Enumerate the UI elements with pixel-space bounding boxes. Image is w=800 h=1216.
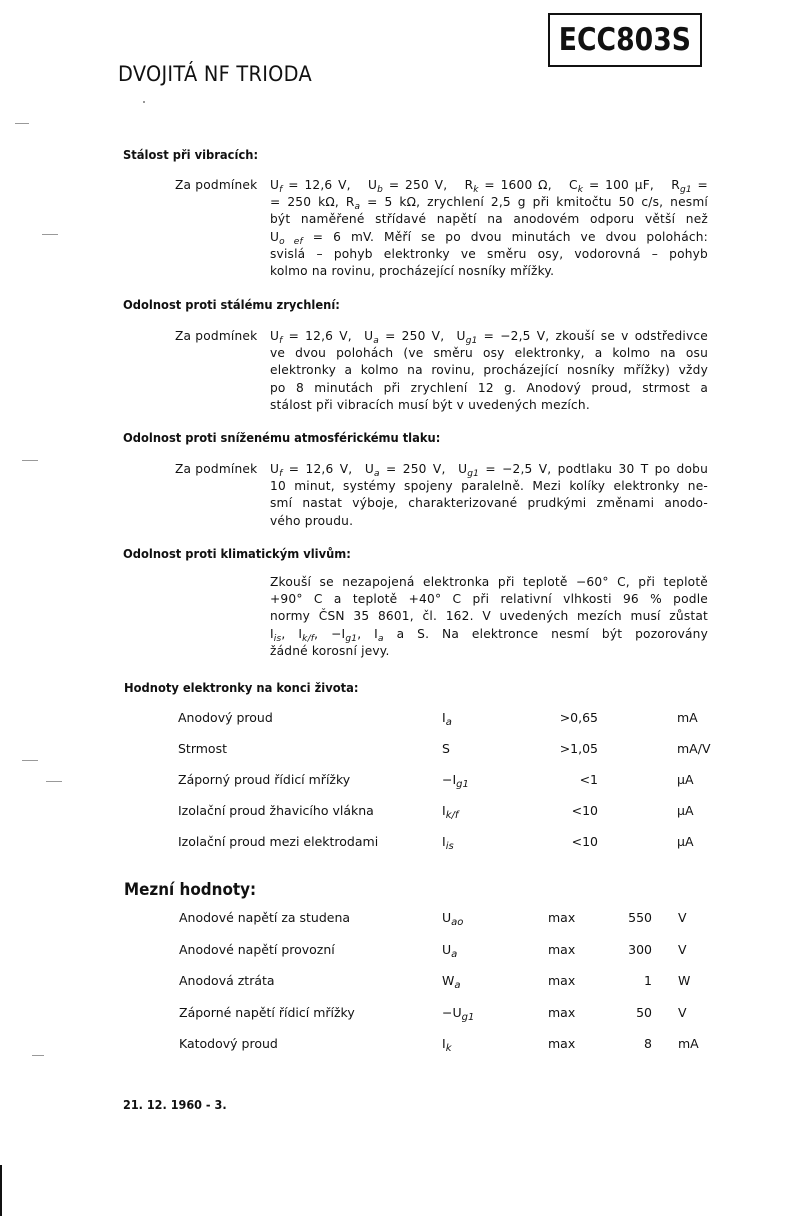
paragraph-vibration <box>175 177 708 280</box>
cell-name: Anodový proud <box>178 710 273 725</box>
cell-qualifier: max <box>548 1004 576 1020</box>
paragraph-line: $U_f = 12,6$ V, $U_a = 250$ V, $U_{g1} = -2,5$ V, podtlaku 30 T po dobu <box>270 462 708 479</box>
heading-vibration: Stálost při vibracích: <box>123 147 259 162</box>
cell-value: 1 <box>644 973 652 988</box>
cell-value: >0,65 <box>559 710 598 725</box>
margin-mark <box>42 234 58 235</box>
cell-name: Anodová ztráta <box>179 973 275 988</box>
cell-name: Záporné napětí řídicí mřížky <box>179 1004 355 1020</box>
cell-value: >1,05 <box>559 741 598 756</box>
paragraph-body <box>270 177 708 280</box>
cell-symbol: $U_{ao}$ <box>442 910 464 928</box>
paragraph-line: po 8 minutách při zrychlení 12 g. Anodový proud, strmost a <box>270 380 708 395</box>
paragraph-line: 10 minut, systémy spojeny paralelně. Mezi kolíky elektronky ne- <box>270 479 708 494</box>
cell-unit: μA <box>677 772 694 787</box>
cell-unit: mA/V <box>677 741 711 756</box>
cell-unit: μA <box>677 803 694 818</box>
cell-name: Izolační proud mezi elektrodami <box>178 834 379 849</box>
paragraph-line: $U_f = 12,6$ V, $U_b = 250$ V, $R_k = 1600$ Ω, $C_k = 100$ μF, $R_{g1}$ = <box>270 178 708 195</box>
cell-value: <1 <box>579 772 598 787</box>
cell-symbol: $W_a$ <box>442 973 461 991</box>
cell-name: Strmost <box>178 741 227 756</box>
paragraph-lead: Za podmínek <box>175 178 258 192</box>
cell-name: Izolační proud žhavicího vlákna <box>178 803 374 818</box>
cell-unit: V <box>678 910 687 925</box>
paragraph-body <box>270 328 708 414</box>
table-row <box>0 910 800 930</box>
cell-unit: mA <box>678 1036 699 1051</box>
table-row <box>0 803 800 823</box>
cell-unit: V <box>678 1004 687 1020</box>
table-row <box>0 710 800 730</box>
cell-symbol: $-I_{g1}$ <box>442 772 469 790</box>
cell-qualifier: max <box>548 1036 576 1051</box>
paragraph-lead: Za podmínek <box>175 462 258 476</box>
cell-symbol: S <box>442 741 450 756</box>
paragraph-body <box>270 574 708 660</box>
document-date: 21. 12. 1960 - 3. <box>123 1097 227 1112</box>
table-row <box>0 973 800 993</box>
table-row <box>0 942 800 962</box>
margin-mark <box>22 460 38 461</box>
paragraph-body <box>270 461 708 530</box>
paragraph-climate <box>270 574 708 660</box>
heading-acceleration: Odolnost proti stálému zrychlení: <box>123 297 340 312</box>
cell-qualifier: max <box>548 910 576 925</box>
document-title: DVOJITÁ NF TRIODA <box>118 62 312 86</box>
heading-end-of-life: Hodnoty elektronky na konci života: <box>124 680 359 695</box>
cell-value: 8 <box>644 1036 652 1051</box>
paragraph-line: $I_{is}$, $I_{k/f}$, $-I_{g1}$, $I_a$ a S. Na elektronce nesmí být pozorovány <box>270 626 708 644</box>
paragraph-line: stálost při vibracích musí být v uvedených mezích. <box>270 397 590 412</box>
cell-symbol: $U_a$ <box>442 941 458 960</box>
cell-name: Anodové napětí za studena <box>179 910 351 925</box>
cell-qualifier: max <box>548 941 576 957</box>
paragraph-line: ve dvou polohách (ve směru osy elektronky, a kolmo na osu <box>270 346 708 361</box>
cell-value: 550 <box>628 910 652 925</box>
table-row <box>0 1036 800 1056</box>
cell-name: Katodový proud <box>179 1036 278 1051</box>
paragraph-lead: Za podmínek <box>175 329 258 343</box>
cell-value: 300 <box>628 941 652 957</box>
cell-symbol: $I_{k/f}$ <box>442 803 459 821</box>
margin-mark <box>15 123 29 124</box>
paragraph-line: = 250 kΩ, $R_a = 5$ kΩ, zrychlení 2,5 g při kmitočtu 50 c/s, nesmí <box>270 195 708 213</box>
table-row <box>0 741 800 761</box>
cell-symbol: $I_a$ <box>442 710 452 728</box>
heading-climate: Odolnost proti klimatickým vlivům: <box>123 546 351 561</box>
paragraph-line: +90° C a teplotě +40° C při relativní vlhkosti 96 % podle <box>270 592 708 607</box>
heading-limits: Mezní hodnoty: <box>124 880 257 899</box>
paragraph-line: svislá – pohyb elektronky ve směru osy, vodorovná – pohyb <box>270 246 708 261</box>
paragraph-line: žádné korosní jevy. <box>270 643 390 658</box>
table-row <box>0 1005 800 1025</box>
model-number-box <box>548 13 702 67</box>
cell-qualifier: max <box>548 973 576 988</box>
table-row <box>0 772 800 792</box>
paragraph-line: $U_f = 12,6$ V, $U_a = 250$ V, $U_{g1} = -2,5$ V, zkouší se v odstředivce <box>270 329 708 346</box>
paragraph-line: vého proudu. <box>270 513 354 528</box>
cell-symbol: $-U_{g1}$ <box>442 1004 475 1023</box>
table-row <box>0 834 800 854</box>
paragraph-line: být naměřené střídavé napětí na anodovém odporu větší než <box>270 212 708 227</box>
heading-pressure: Odolnost proti sníženému atmosférickému tlaku: <box>123 430 441 445</box>
paragraph-line: normy ČSN 35 8601, čl. 162. V uvedených mezích musí zůstat <box>270 609 708 624</box>
cell-symbol: $I_{is}$ <box>442 834 454 852</box>
cell-unit: μA <box>677 834 694 849</box>
cell-symbol: $I_k$ <box>442 1036 452 1054</box>
paragraph-pressure <box>175 461 708 530</box>
scan-speck <box>143 101 145 103</box>
paragraph-line: elektronky a kolmo na rovinu, procházející nosníky mřížky) vždy <box>270 363 708 378</box>
paragraph-acceleration <box>175 328 708 414</box>
cell-name: Záporný proud řídicí mřížky <box>178 772 351 787</box>
cell-unit: V <box>678 941 687 957</box>
paragraph-line: smí nastat výboje, charakterizované prudkými změnami anodo- <box>270 496 708 511</box>
cell-value: 50 <box>636 1004 652 1020</box>
model-number: ECC803S <box>558 22 692 58</box>
cell-value: <10 <box>571 834 598 849</box>
cell-value: <10 <box>571 803 598 818</box>
scan-edge-bar <box>0 1165 2 1216</box>
cell-unit: W <box>678 973 691 988</box>
paragraph-line: kolmo na rovinu, procházející nosníky mřížky. <box>270 264 555 279</box>
paragraph-line: Zkouší se nezapojená elektronka při teplotě −60° C, při teplotě <box>270 575 708 589</box>
cell-unit: mA <box>677 710 698 725</box>
cell-name: Anodové napětí provozní <box>179 941 335 957</box>
paragraph-line: $U_{o ef} = 6$ mV. Měří se po dvou minutách ve dvou polohách: <box>270 229 708 247</box>
